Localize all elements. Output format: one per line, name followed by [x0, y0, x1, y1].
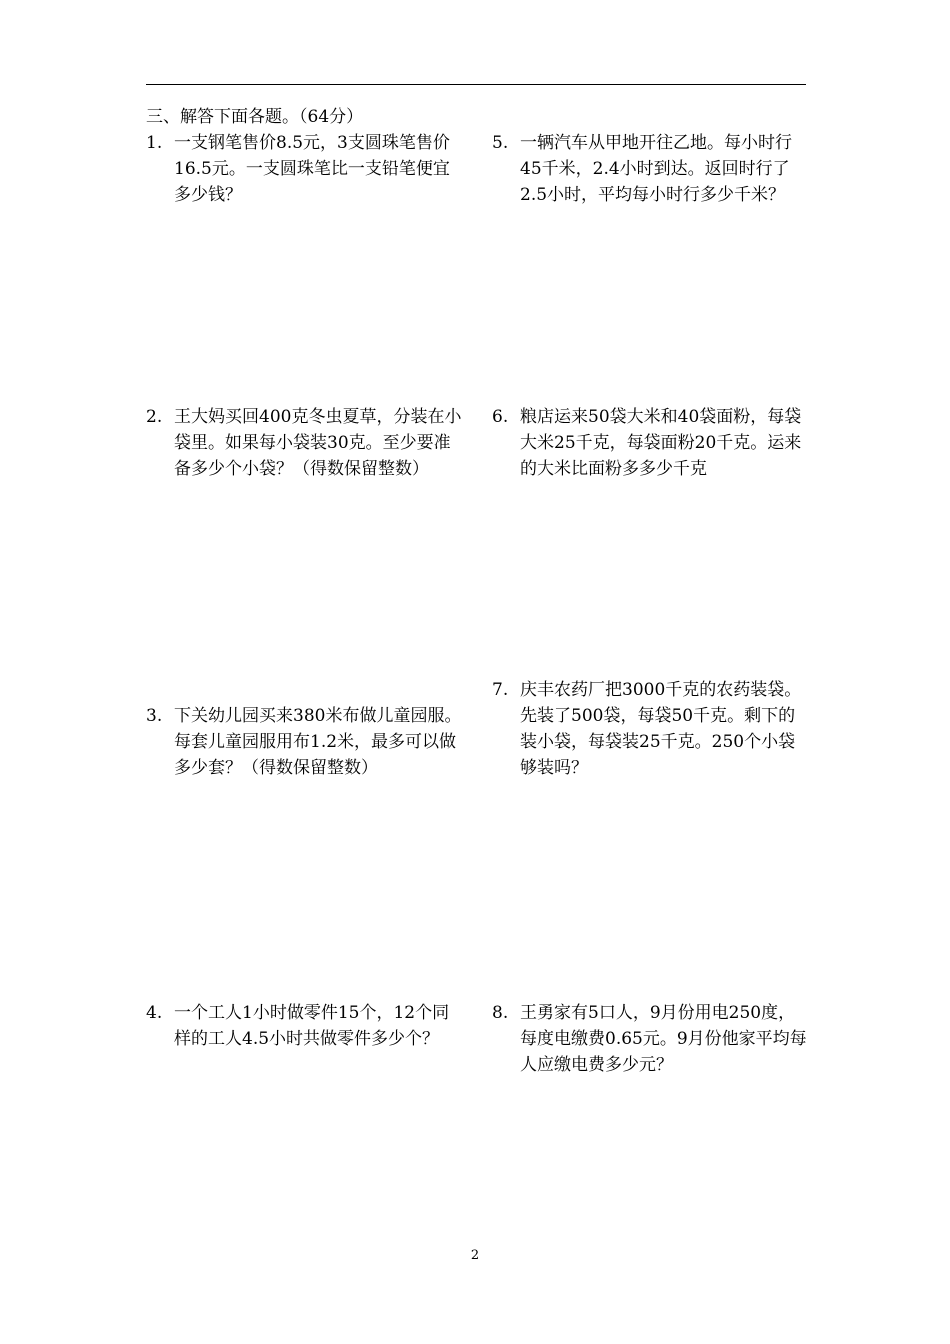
question-number: 1. — [146, 133, 163, 153]
question-number: 7. — [492, 680, 509, 700]
question-number: 2. — [146, 407, 163, 427]
question-number: 6. — [492, 407, 509, 427]
question-text: 粮店运来50袋大米和40袋面粉，每袋大米25千克，每袋面粉20千克。运来的大米比面粉多多少千克 — [520, 407, 802, 479]
question-text: 庆丰农药厂把3000千克的农药装袋。先装了500袋，每袋50千克。剩下的装小袋，每袋装25千克。250个小袋够装吗？ — [520, 680, 802, 778]
question-text: 王勇家有5口人，9月份用电250度，每度电缴费0.65元。9月份他家平均每人应缴电费多少元？ — [520, 1003, 807, 1075]
top-divider-line — [146, 84, 806, 85]
page-number: 2 — [470, 1248, 480, 1263]
question-number: 5. — [492, 133, 509, 153]
question-text: 一辆汽车从甲地开往乙地。每小时行45千米，2.4小时到达。返回时行了2.5小时，平均每小时行多少千米？ — [520, 133, 792, 205]
question-text: 王大妈买回400克冬虫夏草，分装在小袋里。如果每小袋装30克。至少要准备多少个小袋？（得数保留整数） — [174, 407, 462, 479]
question-text: 一个工人1小时做零件15个，12个同样的工人4.5小时共做零件多少个？ — [174, 1003, 450, 1049]
question-number: 8. — [492, 1003, 509, 1023]
question-text: 下关幼儿园买来380米布做儿童园服。每套儿童园服用布1.2米，最多可以做多少套？（得数保留整数） — [174, 706, 462, 778]
question-number: 3. — [146, 706, 163, 726]
question-number: 4. — [146, 1003, 163, 1023]
question-text: 一支钢笔售价8.5元，3支圆珠笔售价16.5元。一支圆珠笔比一支铅笔便宜多少钱？ — [174, 133, 450, 205]
section-heading: 三、解答下面各题。（64分） — [146, 107, 364, 127]
